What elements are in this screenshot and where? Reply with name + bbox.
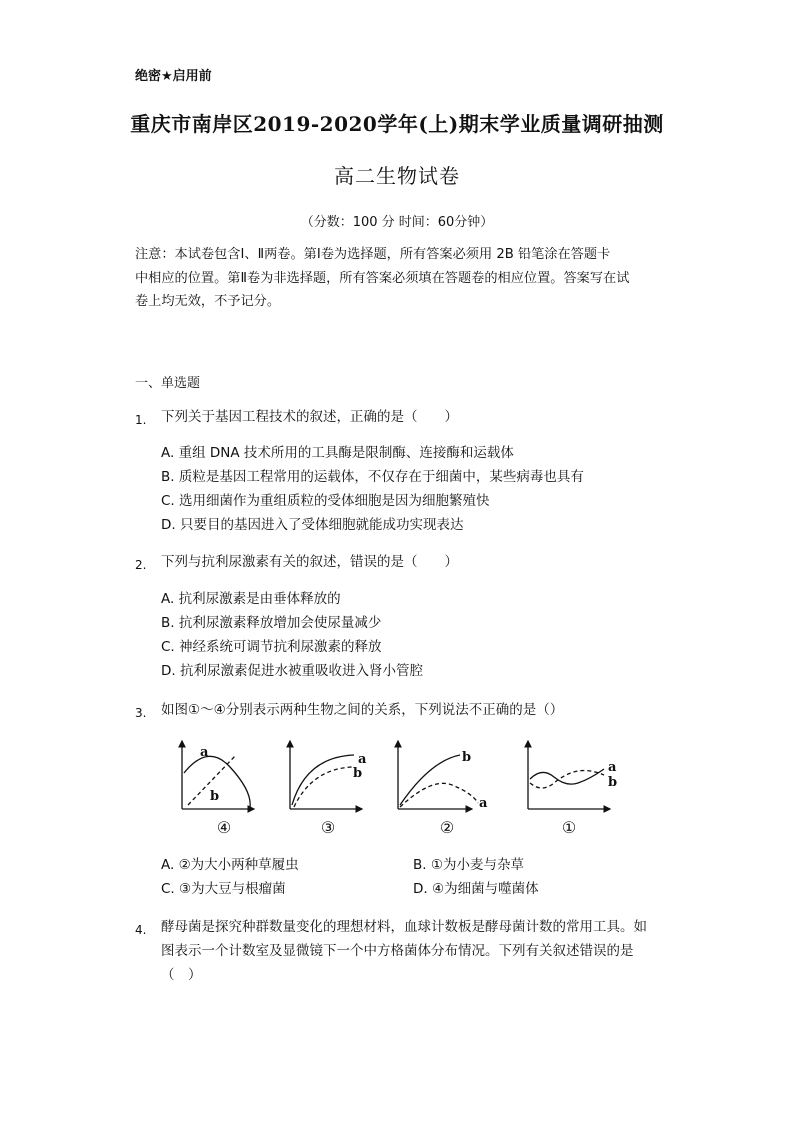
option-a: A. 抗利尿激素是由垂体释放的	[161, 591, 341, 607]
option-d: D. 只要目的基因进入了受体细胞就能成功实现表达	[161, 517, 464, 533]
option-c: C. 选用细菌作为重组质粒的受体细胞是因为细胞繁殖快	[161, 493, 490, 509]
question-number: 1.	[135, 413, 147, 427]
notice-line: 中相应的位置。第Ⅱ卷为非选择题，所有答案必须填在答题卷的相应位置。答案写在试	[135, 270, 630, 286]
option-a: A. 重组 DNA 技术所用的工具酶是限制酶、连接酶和运载体	[161, 445, 514, 461]
question-stem-line: 酵母菌是探究种群数量变化的理想材料，血球计数板是酵母菌计数的常用工具。如	[161, 919, 647, 935]
option-b: B. 质粒是基因工程常用的运载体，不仅存在于细菌中，某些病毒也具有	[161, 469, 584, 485]
question-stem: 如图①～④分别表示两种生物之间的关系，下列说法不正确的是（）	[161, 702, 564, 718]
curve-label-a: a	[358, 752, 367, 767]
question-number: 4.	[135, 923, 147, 937]
option-c: C. 神经系统可调节抗利尿激素的释放	[161, 639, 382, 655]
curve-label-b: b	[353, 766, 363, 781]
figure-label-3: ③	[320, 818, 336, 837]
option-c: C. ③为大豆与根瘤菌	[161, 881, 286, 897]
notice	[135, 243, 665, 314]
exam-title: 重庆市南岸区2019-2020学年(上)期末学业质量调研抽测	[130, 112, 664, 136]
graph-1	[528, 741, 610, 809]
question-stem-line: （ ）	[161, 967, 202, 983]
option-d: D. ④为细菌与噬菌体	[413, 881, 539, 897]
graph-3	[290, 741, 362, 809]
relationship-figure	[170, 733, 620, 840]
question-number: 3.	[135, 706, 147, 720]
curve-label-b: b	[608, 775, 618, 790]
option-b: B. ①为小麦与杂草	[413, 857, 524, 873]
curve-label-a: a	[608, 760, 617, 775]
option-b: B. 抗利尿激素释放增加会使尿量减少	[161, 615, 382, 631]
exam-subtitle: 高二生物试卷	[334, 164, 460, 188]
option-d: D. 抗利尿激素促进水被重吸收进入肾小管腔	[161, 663, 423, 679]
notice-line: 注意：本试卷包含Ⅰ、Ⅱ两卷。第Ⅰ卷为选择题，所有答案必须用 2B 铅笔涂在答题卡	[135, 247, 611, 262]
question-number: 2.	[135, 558, 147, 572]
exam-meta: （分数：100 分 时间：60分钟）	[300, 215, 494, 230]
question-stem-line: 图表示一个计数室及显微镜下一个中方格菌体分布情况。下列有关叙述错误的是	[161, 943, 634, 959]
question-stem: 下列关于基因工程技术的叙述，正确的是（ ）	[161, 409, 458, 425]
option-a: A. ②为大小两种草履虫	[161, 857, 299, 873]
curve-label-b: b	[210, 789, 220, 804]
confidential-label: 绝密★启用前	[135, 69, 212, 84]
curve-label-b: b	[462, 750, 472, 765]
notice-line: 卷上均无效，不予记分。	[135, 294, 281, 309]
curve-label-a: a	[200, 745, 209, 760]
figure-label-4: ④	[216, 818, 232, 837]
figure-label-2: ②	[439, 818, 455, 837]
question-stem: 下列与抗利尿激素有关的叙述，错误的是（ ）	[161, 554, 458, 570]
curve-label-a: a	[479, 796, 488, 811]
figure-label-1: ①	[561, 818, 577, 837]
section-title: 一、单选题	[135, 376, 201, 391]
